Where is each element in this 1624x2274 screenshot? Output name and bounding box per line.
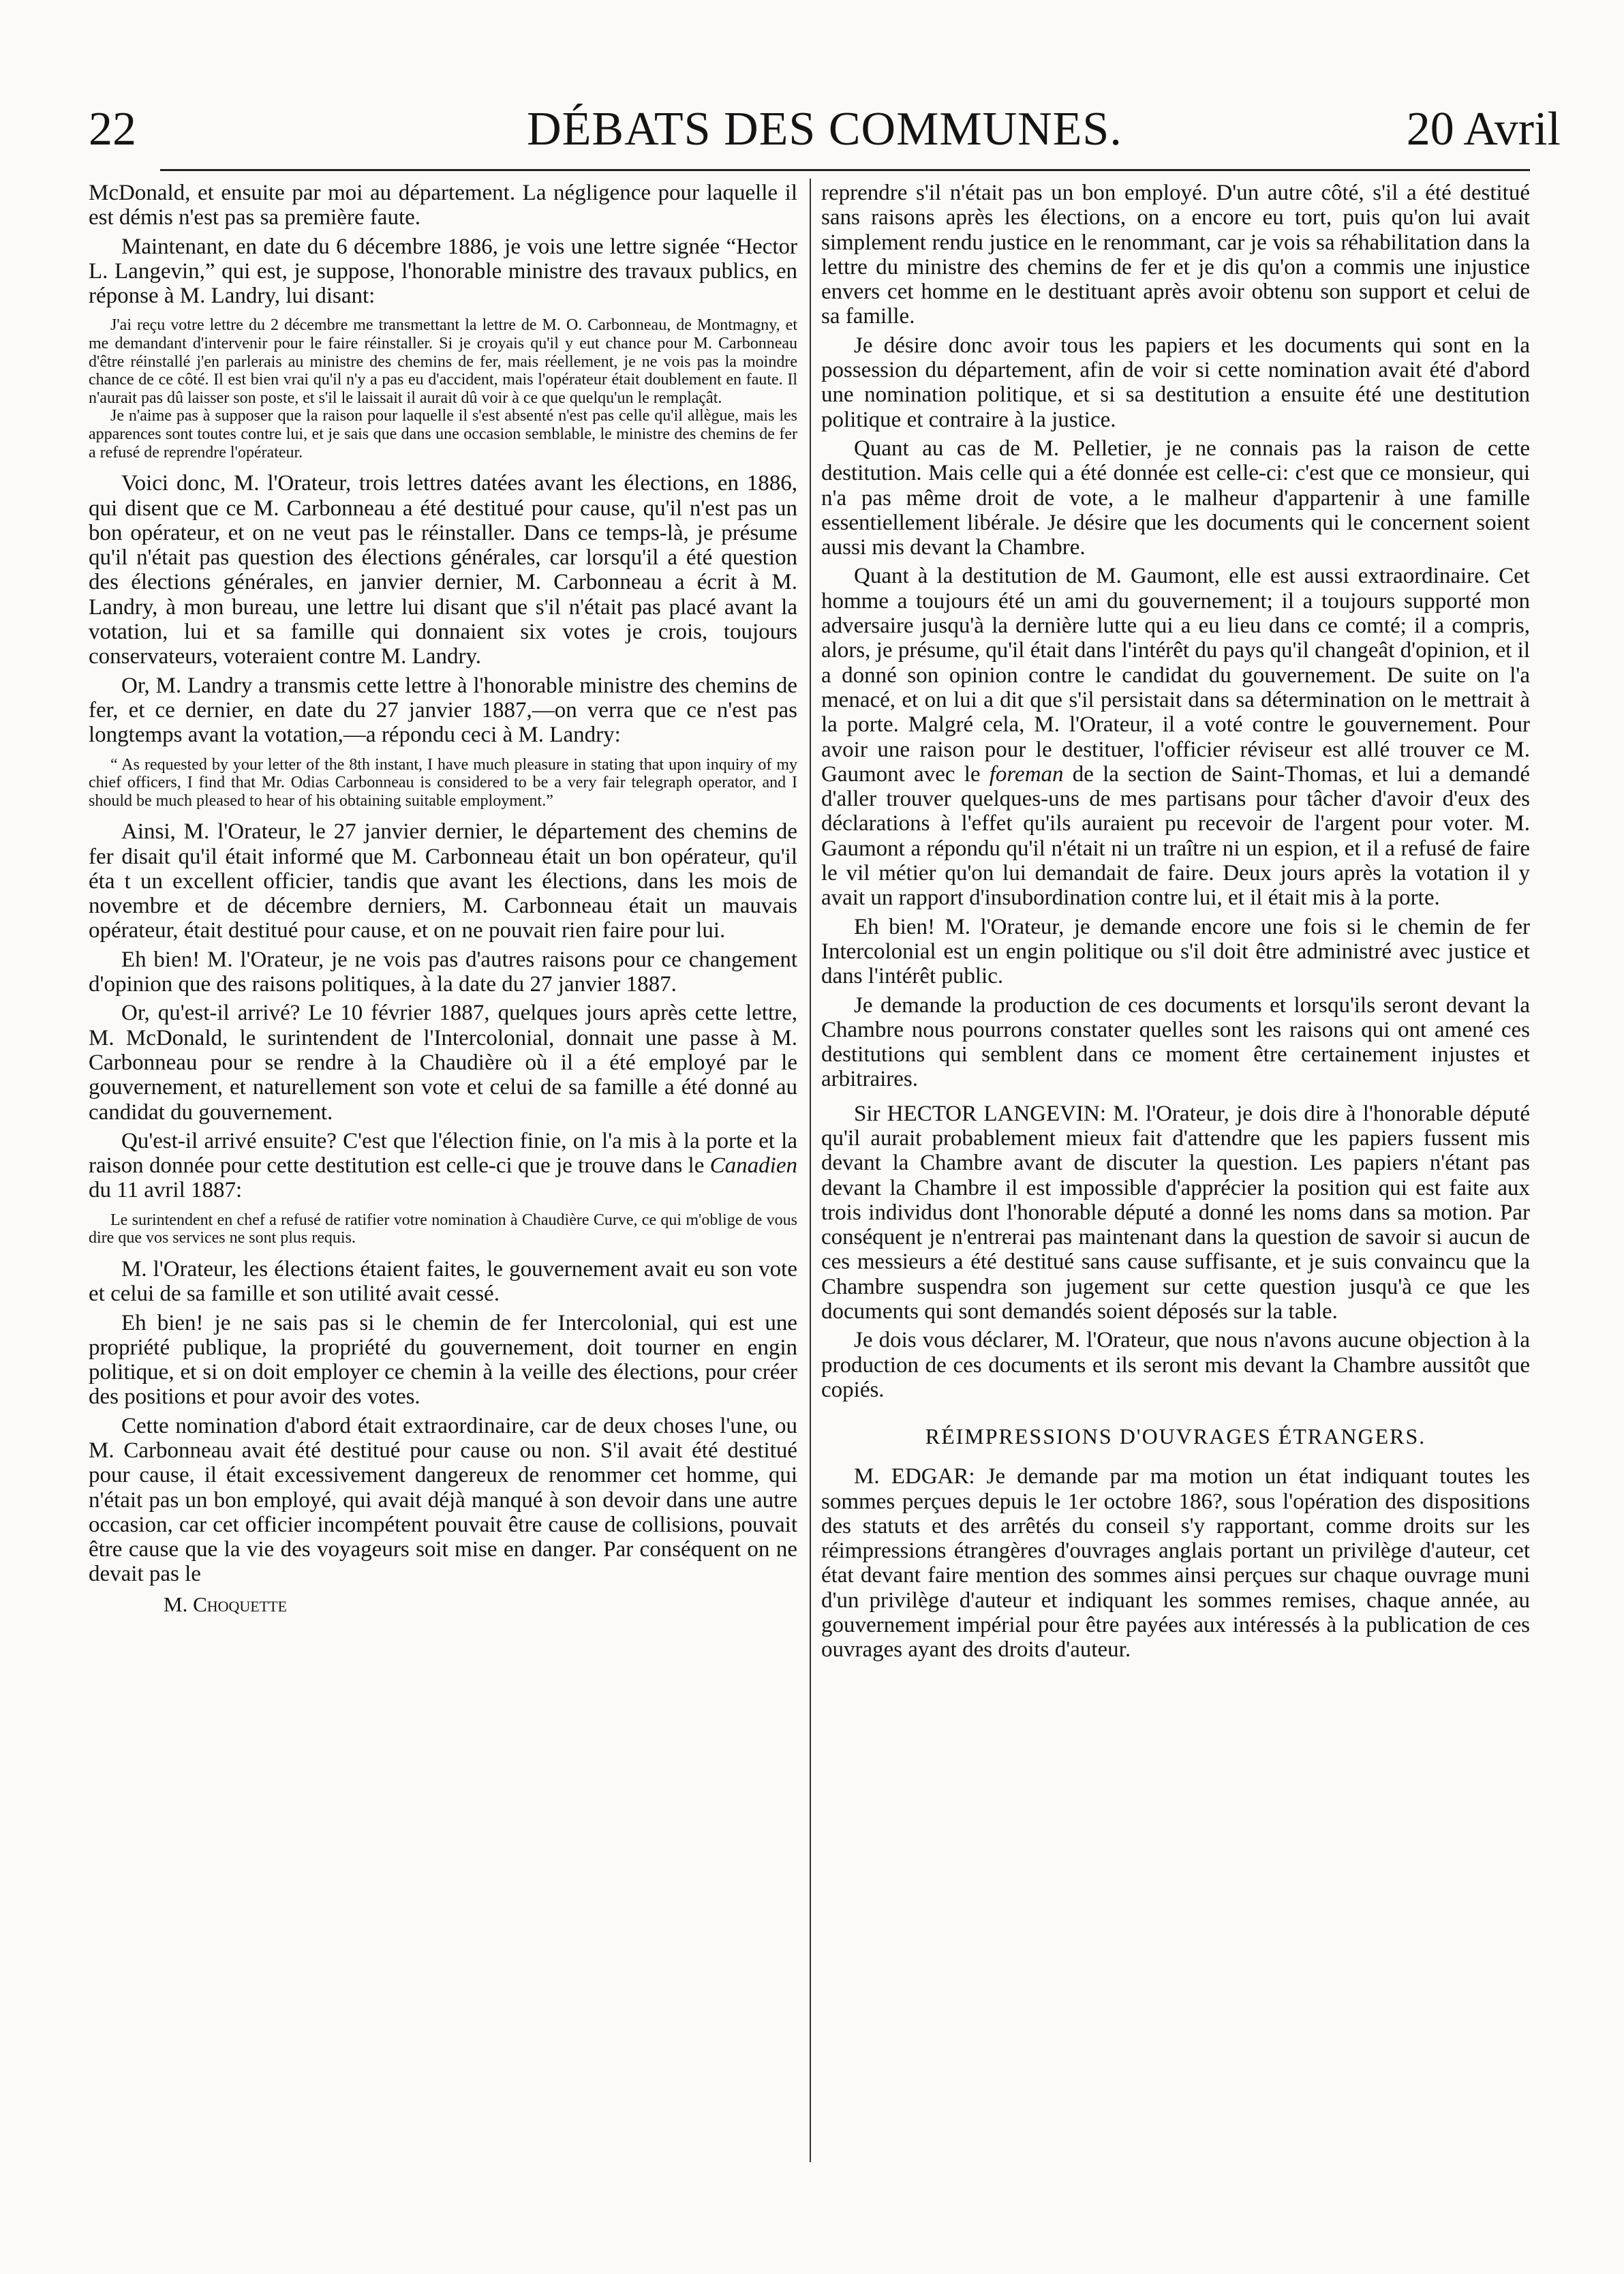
- paragraph: Or, M. Landry a transmis cette lettre à l'honorable ministre des chemins de fer, et ce dernier, en date du 27 janvier 1887,—on verra que ce n'est pas longtemps avant la votation,—a répondu ceci à M. Landry:: [89, 673, 797, 748]
- speaker-signature: M. Choquette: [164, 1592, 288, 1616]
- header-date: 20 Avril: [1406, 103, 1561, 155]
- quoted-letter: Le surintendent en chef a refusé de ratifier votre nomination à Chaudière Curve, ce qui m'oblige de vous dire que vos services ne sont plus requis.: [89, 1211, 797, 1247]
- paragraph: Je demande la production de ces documents et lorsqu'ils seront devant la Chambre nous pourrons constater quelles sont les raisons qui ont amené ces destitutions qui semblent dans ce moment être certainement injustes et arbitraires.: [821, 992, 1530, 1092]
- paragraph: Cette nomination d'abord était extraordinaire, car de deux choses l'une, ou M. Carbonneau avait été destitué pour cause ou non. S'il avait été destitué pour cause, il était excessivement dangereux de renommer cet homme, qui n'était pas un bon employé, qui avait déjà manqué à son devoir dans une autre occasion, car cet officier incompétent pouvait être cause de collisions, pouvait être cause que la vie des voyageurs soit mise en danger. Par conséquent on ne devait pas le: [89, 1413, 797, 1587]
- page-number: 22: [89, 103, 136, 155]
- quoted-letter: “ As requested by your letter of the 8th instant, I have much pleasure in stating that upon inquiry of my chief officers, I find that Mr. Odias Carbonneau is considered to be a very fair telegraph operator, and I should be much pleased to hear of his obtaining suitable employment.”: [89, 755, 797, 810]
- page-title: DÉBATS DES COMMUNES.: [527, 103, 1122, 155]
- paragraph: [821, 1464, 1530, 1662]
- paragraph: Quant au cas de M. Pelletier, je ne connais pas la raison de cette destitution. Mais celle qui a été donnée est celle-ci: c'est que ce monsieur, qui n'a pas même droit de vote, a le malheur d'appartenir à une famille essentiellement libérale. Je désire que les documents qui le concernent soient aussi mis devant la Chambre.: [821, 436, 1530, 560]
- quoted-letter: J'ai reçu votre lettre du 2 décembre me transmettant la lettre de M. O. Carbonneau, de Montmagny, et me demandant d'intervenir pour le faire réinstaller. Si je croyais qu'il y eut chance pour M. Carbonneau d'être réinstallé j'en parlerais au ministre des chemins de fer, mais réellement, je ne vois pas la moindre chance de ce côté. Il est bien vrai qu'il n'y a pas eu d'accident, mais l'opérateur était doublement en faute. Il n'aurait pas dû laisser son poste, et s'il le laissait il aurait dû voir à ce que quelqu'un le remplaçât.: [89, 316, 797, 407]
- quoted-letter: Je n'aime pas à supposer que la raison pour laquelle il s'est absenté n'est pas celle qu'il allègue, mais les apparences sont toutes contre lui, et je sais que dans une occasion semblable, le ministre des chemins de fer a refusé de reprendre l'opérateur.: [89, 407, 797, 461]
- speaker-name: Sir HECTOR LANGEVIN:: [854, 1101, 1106, 1126]
- header-rule: [160, 169, 1530, 171]
- text-run: de la section de Saint-Thomas, et lui a demandé d'aller trouver quelques-uns de mes partisans pour tâcher d'avoir d'eux des déclarations à l'effet qu'ils auraient pu recevoir de l'argent pour voter. M. Gaumont a répondu qu'il n'était ni un traître ni un espion, et il a refusé de faire le vil métier qu'on lui demandait de faire. Deux jours après la votation il y avait un rapport d'insubordination contre lui, et il était mis à la porte.: [821, 761, 1530, 911]
- paragraph: Maintenant, en date du 6 décembre 1886, je vois une lettre signée “Hector L. Langevin,” qui est, je suppose, l'honorable ministre des travaux publics, en réponse à M. Landry, lui disant:: [89, 234, 797, 309]
- text-run: Quant à la destitution de M. Gaumont, elle est aussi extraordinaire. Cet homme a toujours été un ami du gouvernement; il a toujours supporté mon adversaire jusqu'à la dernière lutte qui a eu lieu dans ce comté; il a compris, alors, je présume, qu'il était dans l'intérêt du pays qu'il changeât d'opinion, et il a donné son opinion contre le candidat du gouvernement. De suite on l'a menacé, et on lui a dit que s'il persistait dans sa détermination on le mettrait à la porte. Malgré cela, M. l'Orateur, il a voté contre le gouvernement. Pour avoir une raison pour le destituer, l'officier réviseur est allé trouver ce M. Gaumont avec le: [821, 564, 1530, 787]
- italic-term: foreman: [989, 761, 1064, 787]
- newspaper-name: Canadien: [709, 1153, 797, 1179]
- text-run: Je demande par ma motion un état indiquant toutes les sommes perçues depuis le 1er octobre 186?, sous l'opération des dispositions des statuts et des arrêtés du conseil s'y rapportant, comme droits sur les réimpressions étrangères d'ouvrages anglais portant un privilège d'auteur, cet état devant faire mention des sommes ainsi perçues sur chaque ouvrage muni d'un privilège d'auteur et indiquant les sommes remises, chaque année, au gouvernement impérial pour être payées aux intéressés à la publication de ces ouvrages ayant des droits d'auteur.: [821, 1464, 1530, 1663]
- paragraph: reprendre s'il n'était pas un bon employé. D'un autre côté, s'il a été destitué sans raisons après les élections, on a encore eu tort, puis qu'on lui avait simplement rendu justice en le renommant, car je vois sa réhabilitation dans la lettre du ministre des chemins de fer et je dis qu'on a commis une injustice envers cet homme en le destituant après avoir obtenu son support et celui de sa famille.: [821, 181, 1530, 329]
- text-run: du 11 avril 1887:: [89, 1178, 243, 1203]
- paragraph: Or, qu'est-il arrivé? Le 10 février 1887, quelques jours après cette lettre, M. McDonald, le surintendent de l'Intercolonial, donnait une passe à M. Carbonneau pour se rendre à la Chaudière où il a été employé par le gouvernement, et naturellement son vote et celui de sa famille a été donné au candidat du gouvernement.: [89, 1001, 797, 1125]
- paragraph: M. l'Orateur, les élections étaient faites, le gouvernement avait eu son vote et celui de sa famille et son utilité avait cessé.: [89, 1256, 797, 1307]
- text-run: Qu'est-il arrivé ensuite? C'est que l'élection finie, on l'a mis à la porte et la raison donnée pour cette destitution est celle-ci que je trouve dans le: [89, 1128, 797, 1179]
- paragraph: Je dois vous déclarer, M. l'Orateur, que nous n'avons aucune objection à la production de ces documents et ils seront mis devant la Chambre aussitôt que copiés.: [821, 1328, 1530, 1402]
- speaker-name: M. EDGAR:: [854, 1464, 975, 1489]
- paragraph: Voici donc, M. l'Orateur, trois lettres datées avant les élections, en 1886, qui disent que ce M. Carbonneau a été destitué pour cause, qu'il n'est pas un bon opérateur, et on ne veut pas le réinstaller. Dans ce temps-là, je présume qu'il n'était pas question des élections générales, car lorsqu'il a été question des élections générales, en janvier dernier, M. Carbonneau a écrit à M. Landry, à mon bureau, une lettre lui disant que s'il n'était pas placé avant la votation, lui et sa famille qui donnaient six votes je crois, toujours conservateurs, voteraient contre M. Landry.: [89, 471, 797, 669]
- paragraph: Ainsi, M. l'Orateur, le 27 janvier dernier, le département des chemins de fer disait qu'il était informé que M. Carbonneau était un bon opérateur, qu'il éta t un excellent officier, tandis que avant les élections, dans les mois de novembre et de décembre derniers, M. Carbonneau était un mauvais opérateur, était destitué pour cause, et on ne pouvait rien faire pour lui.: [89, 819, 797, 943]
- section-heading: RÉIMPRESSIONS D'OUVRAGES ÉTRANGERS.: [925, 1424, 1426, 1449]
- paragraph: [89, 1129, 797, 1203]
- paragraph: Je désire donc avoir tous les papiers et les documents qui sont en la possession du département, afin de voir si cette nomination avait été d'abord une nomination politique, et si sa destitution a ensuite été une destitution politique et contraire à la justice.: [821, 333, 1530, 432]
- text-run: M. l'Orateur, je dois dire à l'honorable député qu'il aurait probablement mieux fait d'attendre que les papiers fussent mis devant la Chambre avant de discuter la question. Les papiers n'étant pas devant la Chambre il est impossible d'apprécier la position qui est faite aux trois individus dont l'honorable député a donné les noms dans sa motion. Par conséquent je n'entrerai pas maintenant dans la question de savoir si aucun de ces messieurs a été destitué sans cause suffisante, et je suis convaincu que la Chambre suspendra son jugement sur cette question jusqu'à ce que les documents qui sont demandés soient déposés sur la table.: [821, 1101, 1531, 1324]
- paragraph: Eh bien! M. l'Orateur, je ne vois pas d'autres raisons pour ce changement d'opinion que des raisons politiques, à la date du 27 janvier 1887.: [89, 947, 797, 997]
- paragraph: [821, 1102, 1530, 1324]
- left-column: [89, 181, 797, 1621]
- paragraph: Eh bien! je ne sais pas si le chemin de fer Intercolonial, qui est une propriété publique, la propriété du gouvernement, doit tourner en engin politique, et si on doit employer ce chemin à la veille des élections, pour créer des positions et pour avoir des votes.: [89, 1310, 797, 1410]
- right-column: [821, 181, 1530, 1667]
- paragraph: Eh bien! M. l'Orateur, je demande encore une fois si le chemin de fer Intercolonial est un engin politique ou s'il doit être administré avec justice et dans l'intérêt public.: [821, 914, 1530, 989]
- page-header: [89, 102, 1561, 157]
- paragraph: [821, 564, 1530, 910]
- paragraph: McDonald, et ensuite par moi au département. La négligence pour laquelle il est démis n'est pas sa première faute.: [89, 181, 797, 230]
- column-divider: [810, 179, 811, 2162]
